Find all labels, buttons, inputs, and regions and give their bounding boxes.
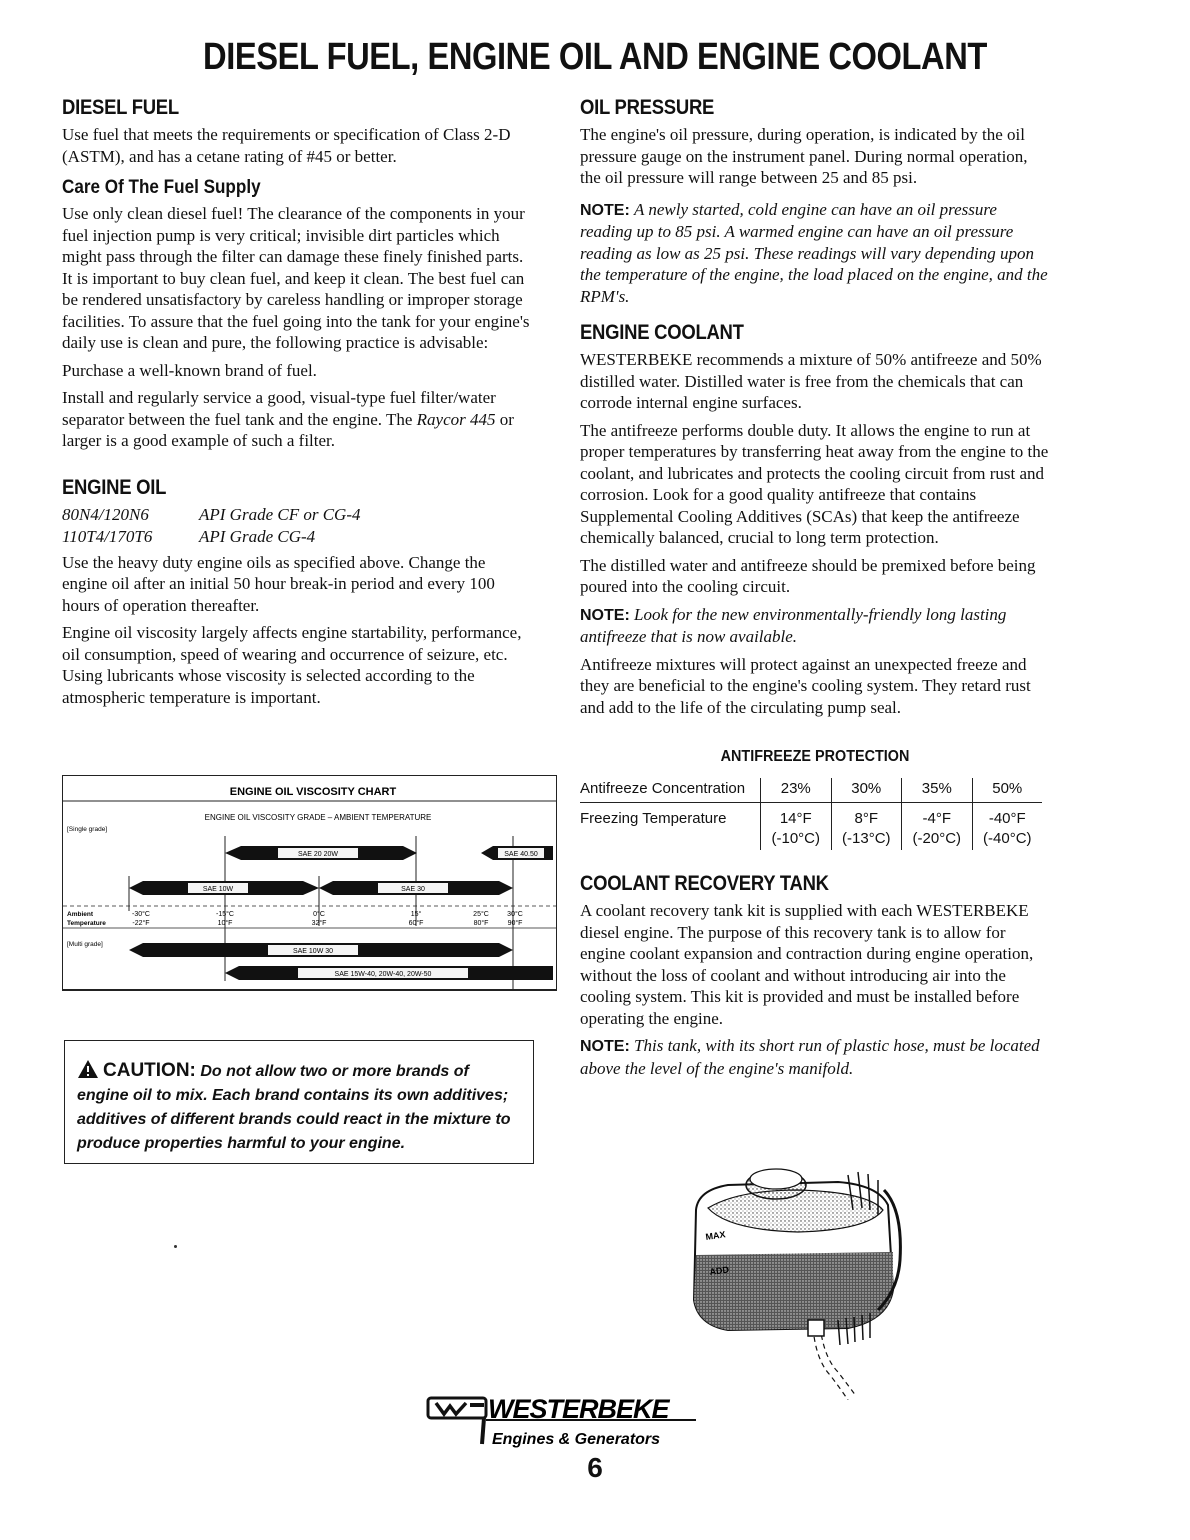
oil-pressure-paragraph: The engine's oil pressure, during operation, is indicated by the oil pressure gauge on the instrument panel. During normal operation, the oil pressure will range between 25 and 85 psi. (580, 125, 1028, 187)
table-row-label: Antifreeze Concentration (580, 778, 761, 803)
temp-f-label: 60°F (408, 920, 424, 927)
viscosity-chart (62, 775, 557, 991)
oil-grade-models: 80N4/120N6 (62, 504, 149, 524)
temp-f: 8°F (854, 810, 879, 827)
coolant-tank-illustration (688, 1160, 913, 1400)
table-cell (761, 803, 832, 851)
caution-text-block (77, 1059, 523, 1156)
care-fuel-paragraph-3 (62, 387, 532, 452)
caution-text: Do not allow two or more brands of engine oil to mix. Each brand contains its own additives; additives of different brands could react in the mixture to produce properties harmful to your engine. (77, 1063, 511, 1152)
westerbeke-logo-mark (426, 1394, 706, 1454)
temp-f: 14°F (779, 810, 812, 827)
band-label-sae-10w: SAE 10W (202, 886, 234, 893)
westerbeke-logo (426, 1394, 706, 1454)
temp-c-label: 0°C (313, 911, 325, 918)
care-fuel-p3-a: Install and regularly service a good, visual-type fuel filter/water separator between the fuel tank and the engine. The (62, 388, 496, 429)
coolant-recovery-note-text: This tank, with its short run of plastic hose, must be located above the level of the engine's manifold. (580, 1036, 1040, 1078)
table-cell (902, 803, 973, 851)
engine-coolant-paragraph-4: Antifreeze mixtures will protect against an unexpected freeze and they are beneficial to the engine's cooling system. They retard rust and add to the life of the circulating pump seal. (580, 654, 1031, 717)
warning-icon (77, 1059, 99, 1079)
oil-grade-spec: API Grade CF or CG-4 (199, 504, 361, 524)
stray-mark (174, 1245, 177, 1248)
diesel-fuel-text: Use fuel that meets the requirements or specification of Class 2-D (ASTM), and has a cetane rating of #45 or better. (62, 125, 511, 166)
oil-pressure-heading: OIL PRESSURE (580, 96, 715, 119)
oil-grade-models: 110T4/170T6 (62, 526, 153, 546)
temp-f-label: 80°F (473, 920, 489, 927)
table-cell (831, 803, 902, 851)
care-fuel-heading: Care Of The Fuel Supply (62, 177, 261, 198)
band-label-sae-40-50: SAE 40.50 (504, 851, 538, 858)
oil-grade-row (62, 526, 532, 548)
care-fuel-paragraph-1: Use only clean diesel fuel! The clearance of the components in your fuel injection pump is very critical; invisible dirt particles which might pass through the filter can damage these finely finished parts. It is important to buy clean fuel, and keep it clean. The best fuel can be rendered unsatisfactory by careless handling or improper storage facilities. To assure that the fuel going into the tank for your engine's daily use is clean and pure, the following practice is advisable: (62, 204, 530, 352)
band-label-sae-10w-30: SAE 10W 30 (292, 948, 334, 955)
ambient-label: Ambient (67, 911, 93, 918)
temp-c-label: 25°C (473, 911, 489, 918)
raycor-model: Raycor 445 (416, 409, 496, 429)
temperature-label: Temperature (67, 920, 106, 927)
tank-mark-add: ADD (708, 1264, 730, 1277)
band-label-sae-20-20w: SAE 20 20W (297, 851, 339, 858)
temp-f-label: 32°F (311, 920, 327, 927)
page-title: DIESEL FUEL, ENGINE OIL AND ENGINE COOLANT (203, 36, 987, 78)
oil-grade-spec: API Grade CG-4 (199, 526, 316, 546)
temp-c: (-40°C) (983, 830, 1032, 847)
table-row (580, 778, 1042, 803)
temp-f-label: 10°F (217, 920, 233, 927)
engine-coolant-note (580, 604, 1050, 648)
viscosity-chart-title: ENGINE OIL VISCOSITY CHART (229, 786, 397, 798)
coolant-recovery-paragraph: A coolant recovery tank kit is supplied with each WESTERBEKE diesel engine. The purpose of this recovery tank is to allow for engine coolant expansion and contraction during engine operation, without the loss of coolant and without introducing air into the cooling system. This kit is provided and must be installed before operating the engine. (580, 901, 1034, 1028)
table-cell: 35% (902, 778, 973, 803)
oil-pressure-note (580, 199, 1050, 308)
table-cell: 50% (972, 778, 1042, 803)
note-label: NOTE: (580, 1038, 630, 1055)
left-column (62, 96, 532, 714)
table-cell: 23% (761, 778, 832, 803)
band-label-sae-30: SAE 30 (401, 886, 425, 893)
antifreeze-table-title: ANTIFREEZE PROTECTION (720, 748, 910, 765)
temp-c: (-20°C) (912, 830, 962, 847)
table-row-label: Freezing Temperature (580, 810, 727, 827)
engine-coolant-note-text: Look for the new environmentally-friendly long lasting antifreeze that is now available. (580, 604, 1007, 646)
note-label: NOTE: (580, 201, 630, 219)
right-column (580, 96, 1050, 1085)
temp-c-label: 30°C (507, 911, 523, 918)
temp-f-label: -22°F (132, 920, 150, 927)
engine-oil-paragraph-1: Use the heavy duty engine oils as specified above. Change the engine oil after an initial 50 hour break-in period and every 100 hours of operation thereafter. (62, 552, 495, 615)
oil-pressure-note-text: A newly started, cold engine can have an oil pressure reading up to 85 psi. A warmed engine can have an oil pressure reading as low as 25 psi. These readings will vary depending upon the temperature of the engine, the load placed on the engine, and the RPM's. (580, 199, 1048, 306)
oil-grade-row (62, 504, 532, 526)
coolant-recovery-heading: COOLANT RECOVERY TANK (580, 872, 829, 895)
logo-tagline: Engines & Generators (492, 1431, 661, 1448)
engine-coolant-heading: ENGINE COOLANT (580, 321, 744, 344)
temp-c: (-13°C) (842, 830, 891, 847)
coolant-recovery-note (580, 1035, 1050, 1079)
care-fuel-p3-b: or larger is a good example of such a filter. (62, 409, 514, 450)
care-fuel-paragraph-2: Purchase a well-known brand of fuel. (62, 360, 317, 380)
caution-label: CAUTION: (103, 1060, 196, 1081)
temp-f: -40°F (988, 810, 1026, 827)
table-cell: 30% (831, 778, 902, 803)
temp-c-label: -30°C (132, 911, 150, 918)
temp-f-label: 90°F (507, 920, 523, 927)
note-label: NOTE: (580, 606, 630, 624)
multi-grade-label: [Multi grade] (67, 941, 103, 948)
caution-box (64, 1040, 534, 1164)
viscosity-chart-subtitle: ENGINE OIL VISCOSITY GRADE – AMBIENT TEMPERATURE (204, 813, 432, 822)
engine-coolant-paragraph-3: The distilled water and antifreeze should be premixed before being poured into the cooling circuit. (580, 555, 1036, 596)
engine-oil-heading: ENGINE OIL (62, 475, 167, 499)
band-label-sae-15w40: SAE 15W-40, 20W-40, 20W-50 (334, 971, 432, 978)
page-number: 6 (587, 1452, 603, 1483)
single-grade-label: [Single grade] (67, 826, 108, 833)
temp-f: -4°F (922, 810, 952, 827)
temp-c-label: -15°C (216, 911, 234, 918)
table-cell (972, 803, 1042, 851)
diesel-fuel-heading: DIESEL FUEL (62, 96, 179, 119)
engine-coolant-paragraph-2: The antifreeze performs double duty. It allows the engine to run at proper temperatures by transferring heat away from the engine to the coolant, and lubricates and protects the cooling circuit from rust and corrosion. Look for a good quality antifreeze that contains Supplemental Cooling Additives (SCAs) that keep the antifreeze chemically balanced, crucial to long term protection. (580, 420, 1049, 547)
viscosity-chart-svg (63, 776, 556, 989)
temp-c-label: 15° (410, 911, 422, 918)
tank-mark-max: MAX (704, 1229, 727, 1242)
engine-oil-paragraph-2: Engine oil viscosity largely affects engine startability, performance, oil consumption, speed of wearing and occurrence of seizure, etc. Using lubricants whose viscosity is selected according to the atmospheric temperature is important. (62, 623, 522, 707)
table-row (580, 803, 1042, 851)
temp-c: (-10°C) (771, 830, 821, 847)
logo-brand: WESTERBEKE (488, 1394, 669, 1424)
engine-coolant-paragraph-1: WESTERBEKE recommends a mixture of 50% antifreeze and 50% distilled water. Distilled water is free from the chemicals that can corrode internal engine surfaces. (580, 350, 1042, 412)
antifreeze-table (580, 778, 1042, 850)
